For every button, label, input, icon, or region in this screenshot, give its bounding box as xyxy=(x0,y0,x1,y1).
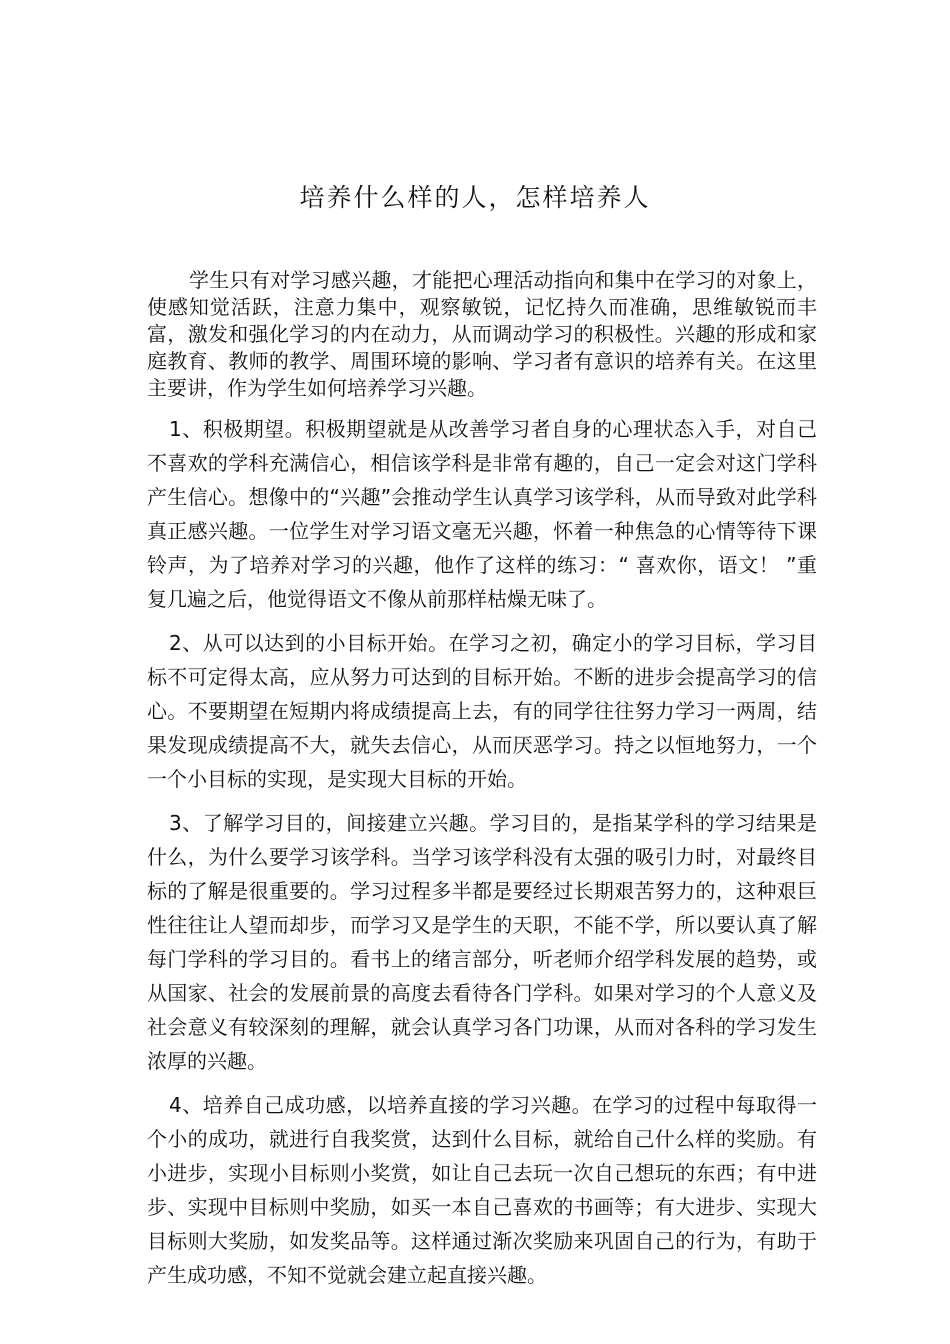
paragraph-2: 2、从可以达到的小目标开始。在学习之初，确定小的学习目标，学习目标不可定得太高，应从努力可达到的目标开始。不断的进步会提高学习的信心。不要期望在短期内将成绩提高上去，有的同学往往努力学习一两周，结果发现成绩提高不大，就失去信心，从而厌恶学习。持之以恒地努力，一个一个小目标的实现，是实现大目标的开始。 xyxy=(147,631,817,791)
paragraph-4: 4、培养自己成功感，以培养直接的学习兴趣。在学习的过程中每取得一个小的成功，就进行自我奖赏，达到什么目标，就给自己什么样的奖励。有小进步，实现小目标则小奖赏，如让自己去玩一次自己想玩的东西；有中进步、实现中目标则中奖励，如买一本自己喜欢的书画等；有大进步、实现大目标则大奖励，如发奖品等。这样通过渐次奖励来巩固自己的行为，有助于产生成功感，不知不觉就会建立起直接兴趣。 xyxy=(147,1093,817,1287)
document-title: 培养什么样的人，怎样培养人 xyxy=(299,183,651,212)
paragraph-1: 1、积极期望。积极期望就是从改善学习者自身的心理状态入手，对自己不喜欢的学科充满信心，相信该学科是非常有趣的，自己一定会对这门学科产生信心。想像中的“兴趣”会推动学生认真学习该学科，从而导致对此学科真正感兴趣。一位学生对学习语文毫无兴趣，怀着一种焦急的心情等待下课铃声，为了培养对学习的兴趣，他作了这样的练习：“ 喜欢你，语文！ ”重复几遍之后，他觉得语文不像从前那样枯燥无味了。 xyxy=(147,417,817,611)
document-body xyxy=(147,267,817,1302)
paragraph-3: 3、了解学习目的，间接建立兴趣。学习目的，是指某学科的学习结果是什么，为什么要学习该学科。当学习该学科没有太强的吸引力时，对最终目标的了解是很重要的。学习过程多半都是要经过长期艰苦努力的，这种艰巨性往往让人望而却步，而学习又是学生的天职，不能不学，所以要认真了解每门学科的学习目的。看书上的绪言部分，听老师介绍学科发展的趋势，或从国家、社会的发展前景的高度去看待各门学科。如果对学习的个人意义及社会意义有较深刻的理解，就会认真学习各门功课，从而对各科的学习发生浓厚的兴趣。 xyxy=(147,811,817,1073)
paragraph-intro: 学生只有对学习感兴趣，才能把心理活动指向和集中在学习的对象上，使感知觉活跃，注意力集中，观察敏锐，记忆持久而准确，思维敏锐而丰富，激发和强化学习的内在动力，从而调动学习的积极性。兴趣的形成和家庭教育、教师的教学、周围环境的影响、学习者有意识的培养有关。在这里主要讲，作为学生如何培养学习兴趣。 xyxy=(147,268,817,400)
